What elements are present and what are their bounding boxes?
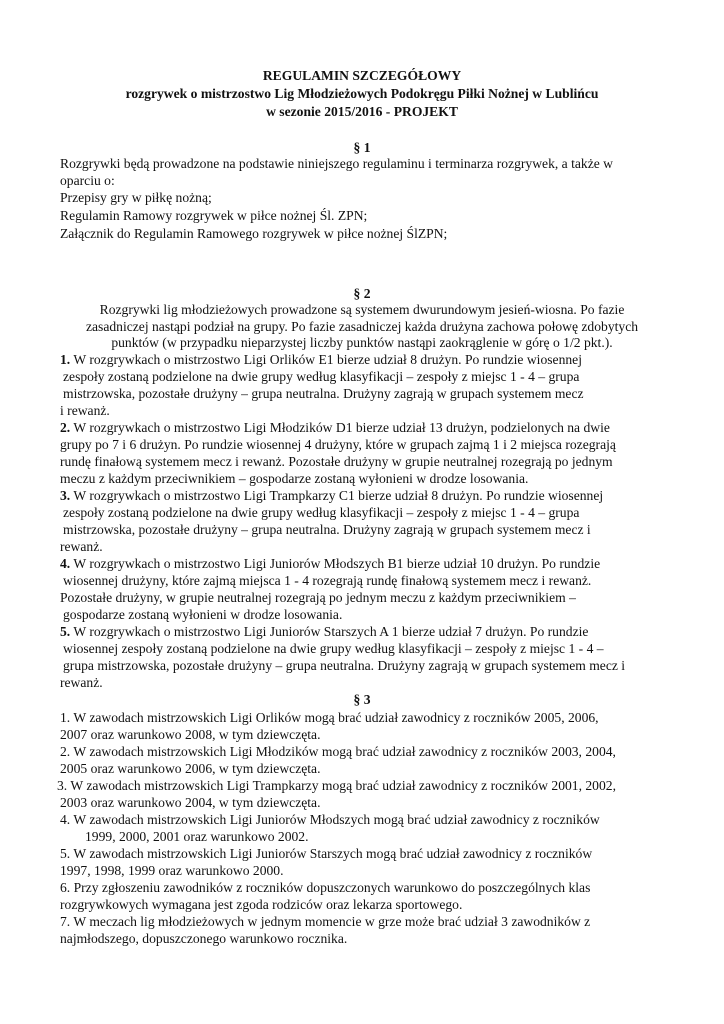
section-3-line: 2. W zawodach mistrzowskich Ligi Młodzików mogą brać udział zawodnicy z roczników 2003, 2004, xyxy=(60,744,616,759)
section-2-line: wiosennej zespoły zostaną podzielone na dwie grupy według klasyfikacji – zespoły z miejsc 1 - 4 – xyxy=(63,641,604,656)
section-3-line: 1999, 2000, 2001 oraz warunkowo 2002. xyxy=(85,829,309,844)
section-3-heading: § 3 xyxy=(353,692,371,707)
document-season: w sezonie 2015/2016 - PROJEKT xyxy=(266,104,458,119)
section-1-line: Załącznik do Regulamin Ramowego rozgrywek w piłce nożnej ŚlZPN; xyxy=(60,226,448,241)
section-3-line: 3. W zawodach mistrzowskich Ligi Trampkarzy mogą brać udział zawodnicy z roczników 2001, 2002, xyxy=(57,778,616,793)
document-subtitle: rozgrywek o mistrzostwo Lig Młodzieżowych Podokręgu Piłki Nożnej w Lublińcu xyxy=(125,86,599,101)
section-3-line: 2007 oraz warunkowo 2008, w tym dziewczęta. xyxy=(60,727,321,742)
section-3-line: 2003 oraz warunkowo 2004, w tym dziewczęta. xyxy=(60,795,321,810)
section-2-line: mistrzowska, pozostałe drużyny – grupa neutralna. Drużyny zagrają w grupach systemem mecz i xyxy=(63,522,591,537)
point-number: 5. xyxy=(60,624,71,639)
section-2-line: meczu z każdym przeciwnikiem – gospodarze zostaną wyłonieni w drodze losowania. xyxy=(60,471,529,486)
section-3-line: 1997, 1998, 1999 oraz warunkowo 2000. xyxy=(60,863,284,878)
section-2-intro: punktów (w przypadku nieparzystej liczby punktów nastąpi zaokrąglenie w górę o 1/2 pkt.). xyxy=(111,335,613,350)
section-3-line: 6. Przy zgłoszeniu zawodników z roczników dopuszczonych warunkowo do poszczególnych klas xyxy=(60,880,591,895)
section-2-line: wiosennej drużyny, które zajmą miejsca 1 - 4 rozegrają rundę finałową systemem mecz i rewanż. xyxy=(63,573,592,588)
section-2-line: grupy po 7 i 6 drużyn. Po rundzie wiosennej 4 drużyny, które w grupach zajmą 1 i 2 miejsca rozegrają xyxy=(60,437,616,452)
section-2-intro: Rozgrywki lig młodzieżowych prowadzone są systemem dwurundowym jesień-wiosna. Po fazie xyxy=(99,302,625,317)
point-number: 4. xyxy=(60,556,71,571)
section-2-line: rewanż. xyxy=(60,675,103,690)
section-3-line: 5. W zawodach mistrzowskich Ligi Juniorów Starszych mogą brać udział zawodnicy z roczników xyxy=(60,846,593,861)
point-number: 3. xyxy=(60,488,71,503)
section-2-line: Pozostałe drużyny, w grupie neutralnej rozegrają po jednym meczu z każdym przeciwnikiem – xyxy=(60,590,576,605)
section-2-line: i rewanż. xyxy=(60,403,110,418)
section-2-point-3: 3. W rozgrywkach o mistrzostwo Ligi Trampkarzy C1 bierze udział 8 drużyn. Po rundzie wiosennej xyxy=(60,488,604,503)
section-3-line: 7. W meczach lig młodzieżowych w jednym momencie w grze może brać udział 3 zawodników z xyxy=(60,914,591,929)
section-3-line: 4. W zawodach mistrzowskich Ligi Juniorów Młodszych mogą brać udział zawodnicy z roczników xyxy=(60,812,600,827)
section-3-line: 2005 oraz warunkowo 2006, w tym dziewczęta. xyxy=(60,761,321,776)
section-2-line: grupa mistrzowska, pozostałe drużyny – grupa neutralna. Drużyny zagrają w grupach systemem mecz i xyxy=(63,658,626,673)
section-1-line: Regulamin Ramowy rozgrywek w piłce nożnej Śl. ZPN; xyxy=(60,208,368,223)
section-2-line: gospodarze zostaną wyłonieni w drodze losowania. xyxy=(63,607,343,622)
section-2-line: mistrzowska, pozostałe drużyny – grupa neutralna. Drużyny zagrają w grupach systemem mecz xyxy=(63,386,584,401)
section-1-line: oparciu o: xyxy=(60,173,115,188)
point-number: 2. xyxy=(60,420,71,435)
section-3-line: 1. W zawodach mistrzowskich Ligi Orlików mogą brać udział zawodnicy z roczników 2005, 2006, xyxy=(60,710,599,725)
section-2-line: zespoły zostaną podzielone na dwie grupy według klasyfikacji – zespoły z miejsc 1 - 4 – grupa xyxy=(63,369,580,384)
section-3-line: rozgrywkowych wymagana jest zgoda rodziców oraz lekarza sportowego. xyxy=(60,897,463,912)
section-2-line: rewanż. xyxy=(60,539,103,554)
section-2-heading: § 2 xyxy=(353,286,371,301)
section-3-line: najmłodszego, dopuszczonego warunkowo rocznika. xyxy=(60,931,348,946)
section-2-point-1: 1. W rozgrywkach o mistrzostwo Ligi Orlików E1 bierze udział 8 drużyn. Po rundzie wiosennej xyxy=(60,352,582,367)
document-title: REGULAMIN SZCZEGÓŁOWY xyxy=(262,68,462,83)
point-number: 1. xyxy=(60,352,71,367)
section-2-point-2: 2. W rozgrywkach o mistrzostwo Ligi Młodzików D1 bierze udział 13 drużyn, podzielonych na dwie xyxy=(60,420,610,435)
section-1-line: Przepisy gry w piłkę nożną; xyxy=(60,190,212,205)
section-2-point-4: 4. W rozgrywkach o mistrzostwo Ligi Juniorów Młodszych B1 bierze udział 10 drużyn. Po rundzie xyxy=(60,556,601,571)
section-2-point-5: 5. W rozgrywkach o mistrzostwo Ligi Juniorów Starszych A 1 bierze udział 7 drużyn. Po rundzie xyxy=(60,624,589,639)
section-2-line: rundę finałową systemem mecz i rewanż. Pozostałe drużyny w grupie neutralnej rozegrają po jednym xyxy=(60,454,613,469)
section-2-line: zespoły zostaną podzielone na dwie grupy według klasyfikacji – zespoły z miejsc 1 - 4 – grupa xyxy=(63,505,580,520)
section-1-line: Rozgrywki będą prowadzone na podstawie niniejszego regulaminu i terminarza rozgrywek, a także w xyxy=(60,156,613,171)
section-1-heading: § 1 xyxy=(353,140,371,155)
section-2-intro: zasadniczej nastąpi podział na grupy. Po fazie zasadniczej każda drużyna zachowa połowę zdobytych xyxy=(85,319,639,334)
